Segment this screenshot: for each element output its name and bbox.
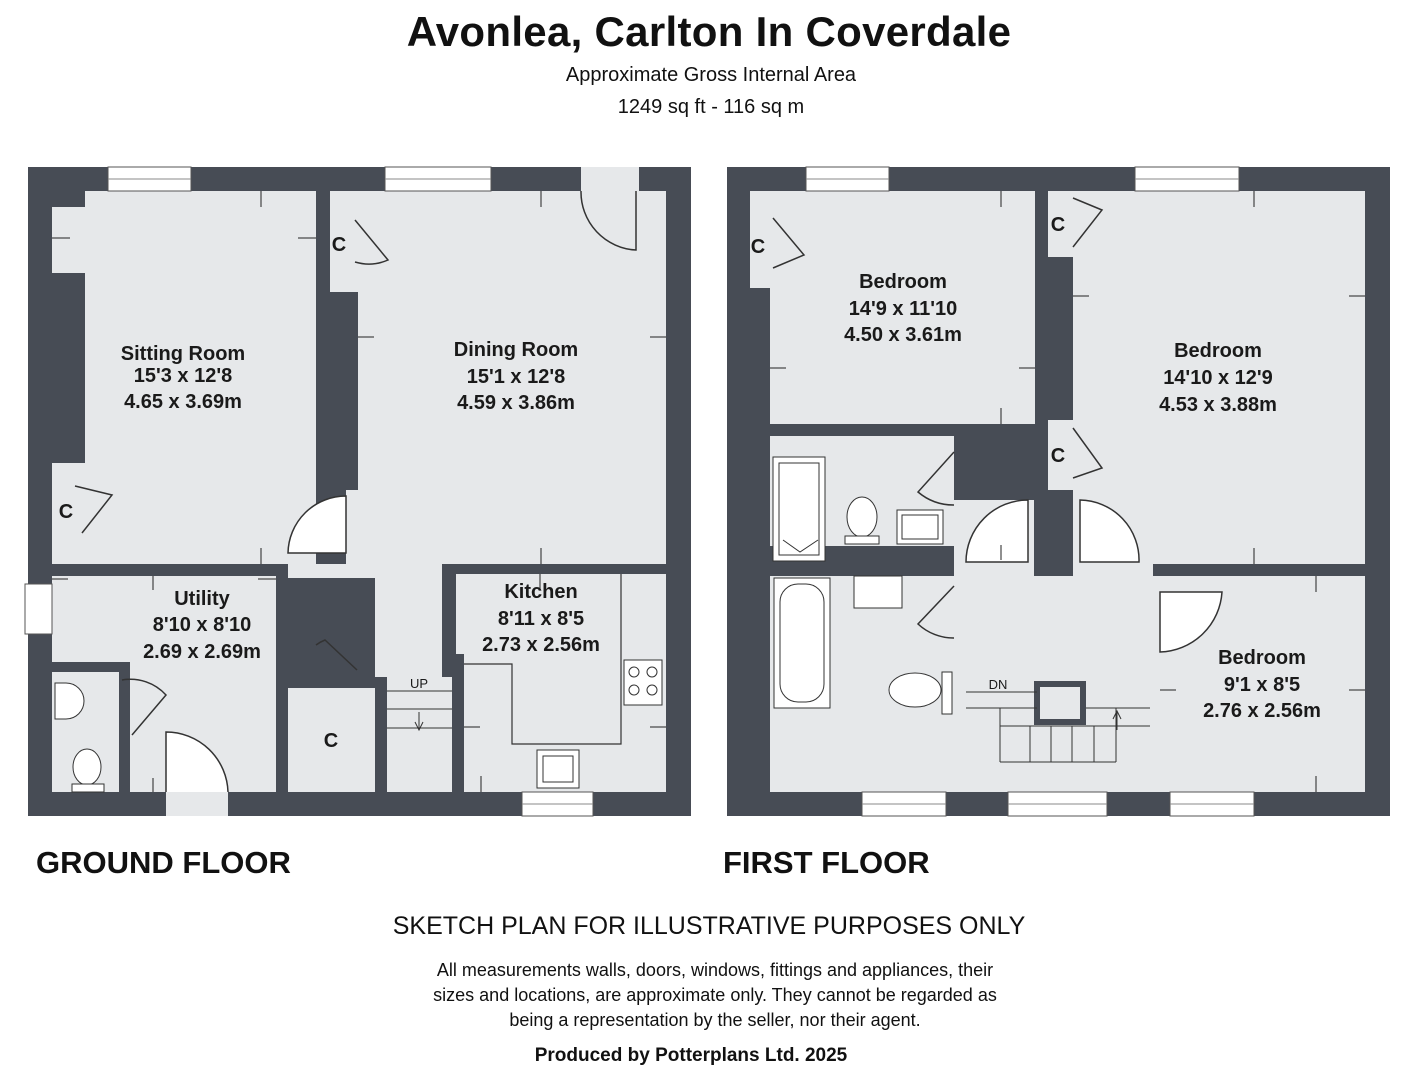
room-name-bedroom-2: Bedroom	[1174, 340, 1262, 362]
room-name-utility: Utility	[174, 588, 230, 610]
room-imperial-sitting-room: 15'3 x 12'8	[133, 365, 233, 387]
room-name-dining-room: Dining Room	[453, 339, 579, 361]
sitting-room-alcove	[52, 207, 85, 273]
room-metric-bedroom-1: 4.50 x 3.61m	[844, 324, 962, 346]
cupboard-label: C	[323, 730, 339, 752]
stairs-down-label: DN	[988, 677, 1008, 692]
cupboard-label: C	[1050, 214, 1066, 236]
cupboard-label: C	[750, 236, 766, 258]
disclaimer-line: sizes and locations, are approximate only. They cannot be regarded as	[433, 985, 997, 1005]
hall-floor-2	[375, 564, 442, 677]
ground-floor-plan	[25, 167, 691, 816]
toilet-icon	[889, 673, 941, 707]
front-door-gap	[166, 792, 228, 816]
room-imperial-bedroom-2: 14'10 x 12'9	[1163, 367, 1273, 389]
room-imperial-kitchen: 8'11 x 8'5	[497, 608, 585, 630]
ground-floor-label: GROUND FLOOR	[36, 845, 291, 880]
disclaimer-line: being a representation by the seller, nor their agent.	[509, 1010, 921, 1030]
stair-well	[1037, 684, 1083, 722]
toilet-icon	[847, 497, 877, 537]
stairs-up-label: UP	[409, 676, 429, 691]
back-door-gap	[581, 167, 639, 191]
first-floor-plan	[727, 167, 1390, 816]
first-floor-label: FIRST FLOOR	[723, 845, 930, 880]
room-imperial-bedroom-1: 14'9 x 11'10	[848, 298, 958, 320]
room-imperial-utility: 8'10 x 8'10	[152, 614, 252, 636]
producer-credit: Produced by Potterplans Ltd. 2025	[534, 1045, 848, 1066]
room-metric-kitchen: 2.73 x 2.56m	[482, 634, 600, 656]
bath-icon	[774, 578, 830, 708]
toilet-icon	[73, 749, 101, 785]
area-value: 1249 sq ft - 116 sq m	[617, 96, 805, 118]
window	[25, 584, 52, 634]
cupboard-label: C	[58, 501, 74, 523]
stair-floor	[387, 677, 452, 792]
room-name-kitchen: Kitchen	[504, 581, 578, 603]
cupboard-label: C	[331, 234, 347, 256]
room-imperial-dining-room: 15'1 x 12'8	[466, 366, 566, 388]
kitchen-entry	[456, 574, 466, 654]
cupboard-label: C	[1050, 445, 1066, 467]
disclaimer-heading: SKETCH PLAN FOR ILLUSTRATIVE PURPOSES ONLY	[392, 912, 1026, 940]
room-metric-utility: 2.69 x 2.69m	[143, 641, 261, 663]
room-metric-bedroom-2: 4.53 x 3.88m	[1159, 394, 1277, 416]
hob-icon	[624, 660, 662, 705]
room-metric-sitting-room: 4.65 x 3.69m	[124, 391, 242, 413]
room-imperial-bedroom-3: 9'1 x 8'5	[1223, 674, 1301, 696]
plan-title: Avonlea, Carlton In Coverdale	[406, 8, 1012, 55]
disclaimer-text	[380, 958, 1050, 1033]
dining-doorway	[346, 490, 358, 564]
room-name-bedroom-1: Bedroom	[859, 271, 947, 293]
disclaimer-line: All measurements walls, doors, windows, fittings and appliances, their	[436, 960, 994, 980]
area-label: Approximate Gross Internal Area	[565, 64, 857, 86]
room-name-bedroom-3: Bedroom	[1218, 647, 1306, 669]
room-metric-dining-room: 4.59 x 3.86m	[457, 392, 575, 414]
wash-basin-icon	[854, 576, 902, 608]
room-name-sitting-room: Sitting Room	[120, 343, 246, 365]
room-metric-bedroom-3: 2.76 x 2.56m	[1203, 700, 1321, 722]
bath-icon	[773, 457, 825, 561]
